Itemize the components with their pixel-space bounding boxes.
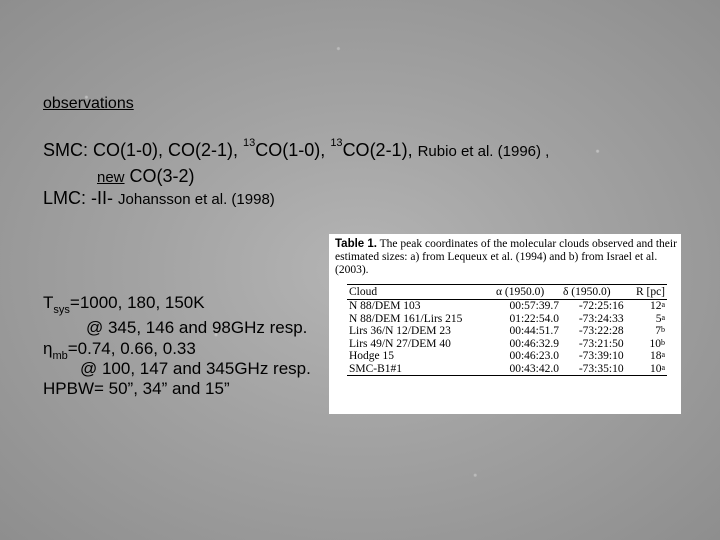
cell-radius <box>626 350 667 363</box>
cell-radius <box>626 313 667 326</box>
cell-dec: -73:35:10 <box>578 362 624 375</box>
isotope-superscript: 13 <box>330 137 343 149</box>
isotope-superscript: 13 <box>243 137 256 149</box>
slide-heading: observations <box>43 95 134 112</box>
header-radius: R [pc] <box>635 286 665 298</box>
cell-cloud: N 88/DEM 103 <box>349 300 421 312</box>
header-cloud: Cloud <box>349 286 378 298</box>
tsys-subscript: sys <box>53 304 70 316</box>
radius-source-mark: a <box>661 350 665 359</box>
lmc-line <box>43 188 275 209</box>
radius-value: 7 <box>655 325 661 337</box>
cell-dec: -73:21:50 <box>578 337 624 350</box>
cloud-table <box>347 284 667 376</box>
tsys-frequencies: @ 345, 146 and 98GHz resp. <box>86 318 308 337</box>
smc-reference: Rubio et al. (1996) , <box>417 143 550 160</box>
cloud-table-image <box>329 234 681 414</box>
new-co-transition: CO(3-2) <box>129 166 195 186</box>
table-row <box>347 325 667 338</box>
cell-dec: -73:39:10 <box>578 350 624 362</box>
eta-line <box>43 339 196 362</box>
table-row <box>347 313 667 326</box>
isotope-co-21: CO(2-1), <box>342 140 413 160</box>
table-header-row <box>347 285 667 300</box>
new-label: new <box>97 169 125 186</box>
radius-source-mark: b <box>661 337 665 347</box>
tsys-line <box>43 293 205 316</box>
lmc-reference: Johansson et al. (1998) <box>118 191 275 208</box>
cell-dec: -73:22:28 <box>578 325 624 337</box>
radius-value: 18 <box>649 350 662 362</box>
radius-source-mark: a <box>661 300 665 309</box>
lmc-label: LMC: -II- <box>43 188 113 208</box>
cell-ra: 01:22:54.0 <box>509 312 559 325</box>
eta-values: =0.74, 0.66, 0.33 <box>67 339 196 358</box>
cell-dec: -73:24:33 <box>578 312 624 325</box>
table-row <box>347 363 667 376</box>
table-row <box>347 350 667 363</box>
cell-radius <box>626 300 667 313</box>
cell-ra: 00:44:51.7 <box>509 325 559 337</box>
hpbw-line: HPBW= 50”, 34” and 15” <box>43 379 230 398</box>
radius-value: 12 <box>649 300 662 312</box>
smc-label: SMC: CO(1-0), CO(2-1), <box>43 140 239 160</box>
radius-source-mark: a <box>661 362 665 372</box>
table-caption <box>335 238 677 277</box>
radius-value: 5 <box>655 312 662 325</box>
cell-radius <box>626 338 667 351</box>
radius-value: 10 <box>649 362 662 375</box>
cell-ra: 00:57:39.7 <box>509 300 559 312</box>
eta-frequencies: @ 100, 147 and 345GHz resp. <box>80 359 311 378</box>
table-caption-label: Table 1. <box>335 238 377 250</box>
cell-ra: 00:46:32.9 <box>509 337 559 350</box>
cell-cloud: SMC-B1#1 <box>349 362 403 375</box>
cell-cloud: Hodge 15 <box>349 350 395 362</box>
header-dec: δ (1950.0) <box>563 286 611 298</box>
radius-source-mark: a <box>661 312 665 322</box>
cell-radius <box>626 325 667 338</box>
eta-symbol: η <box>43 339 53 358</box>
radius-source-mark: b <box>661 325 665 334</box>
cell-radius <box>626 363 667 376</box>
smc-line <box>43 137 550 161</box>
cell-ra: 00:43:42.0 <box>509 362 559 375</box>
table-row <box>347 338 667 351</box>
tsys-values: =1000, 180, 150K <box>69 293 205 312</box>
smc-new-line <box>97 166 195 187</box>
cell-cloud: Lirs 36/N 12/DEM 23 <box>349 325 451 337</box>
cell-ra: 00:46:23.0 <box>509 350 559 362</box>
table-row <box>347 300 667 313</box>
table-caption-text: The peak coordinates of the molecular clouds observed and their estimated sizes: a) from Lequeux et al. (1994) and b) from Israel et al. (2003). <box>335 238 677 276</box>
cell-cloud: N 88/DEM 161/Lirs 215 <box>349 312 463 325</box>
cell-cloud: Lirs 49/N 27/DEM 40 <box>349 337 451 350</box>
tsys-symbol: T <box>43 293 54 312</box>
cell-dec: -72:25:16 <box>578 300 624 312</box>
isotope-co-10: CO(1-0), <box>255 140 326 160</box>
eta-subscript: mb <box>52 350 68 362</box>
radius-value: 10 <box>649 337 661 350</box>
header-ra: α (1950.0) <box>496 286 545 298</box>
